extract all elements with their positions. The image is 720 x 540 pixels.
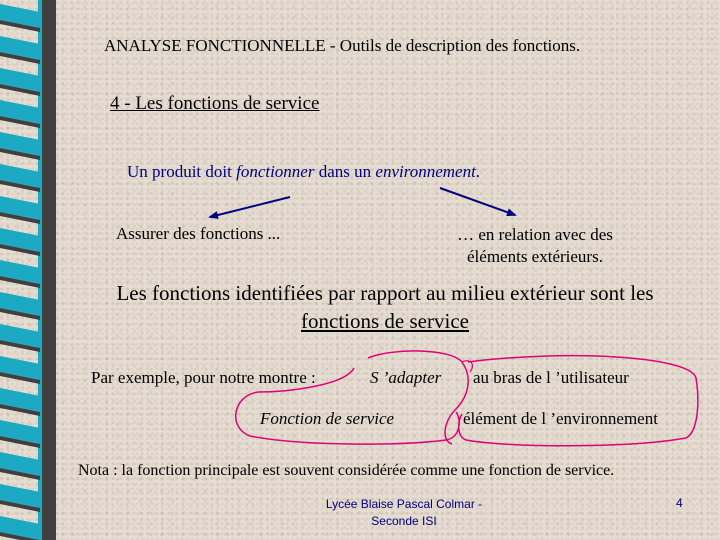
branch-right-line2: éléments extérieurs. [467, 247, 603, 266]
intro-italic-fonctionner: fonctionner [236, 162, 315, 181]
ellipse-verb-right [462, 361, 472, 372]
intro-part3: . [475, 162, 481, 181]
intro-part2: dans un [314, 162, 376, 181]
branch-right-line1: … en relation avec des [457, 225, 613, 244]
example-object: au bras de l ’utilisateur [473, 368, 629, 387]
intro-part1: Un produit doit [127, 162, 237, 181]
branch-left-text: Assurer des fonctions ... [116, 224, 281, 243]
slide-header: ANALYSE FONCTIONNELLE - Outils de description des fonctions. [104, 36, 581, 55]
example-verb: S ’adapter [370, 368, 442, 387]
arrow-left [210, 197, 290, 217]
label-function-de-service: Fonction de service [260, 409, 395, 428]
arrow-right [440, 188, 515, 215]
nota-text: Nota : la fonction principale est souvent considérée comme une fonction de service. [78, 462, 615, 479]
example-prefix: Par exemple, pour notre montre : [91, 368, 316, 387]
label-element-environnement: élément de l ’environnement [463, 409, 658, 428]
footer-school-line2: Seconde ISI [371, 514, 437, 528]
ellipse-adapter [368, 351, 468, 444]
statement-emphasis: fonctions de service [301, 309, 469, 333]
intro-italic-environnement: environnement [375, 162, 476, 181]
ellipse-environnement [459, 356, 698, 446]
page-number: 4 [676, 496, 683, 510]
footer-school-line1: Lycée Blaise Pascal Colmar - [325, 497, 483, 511]
ellipse-fonction-service [236, 368, 459, 444]
section-title: 4 - Les fonctions de service [110, 93, 320, 114]
statement-line1: Les fonctions identifiées par rapport au milieu extérieur sont les [116, 281, 654, 305]
